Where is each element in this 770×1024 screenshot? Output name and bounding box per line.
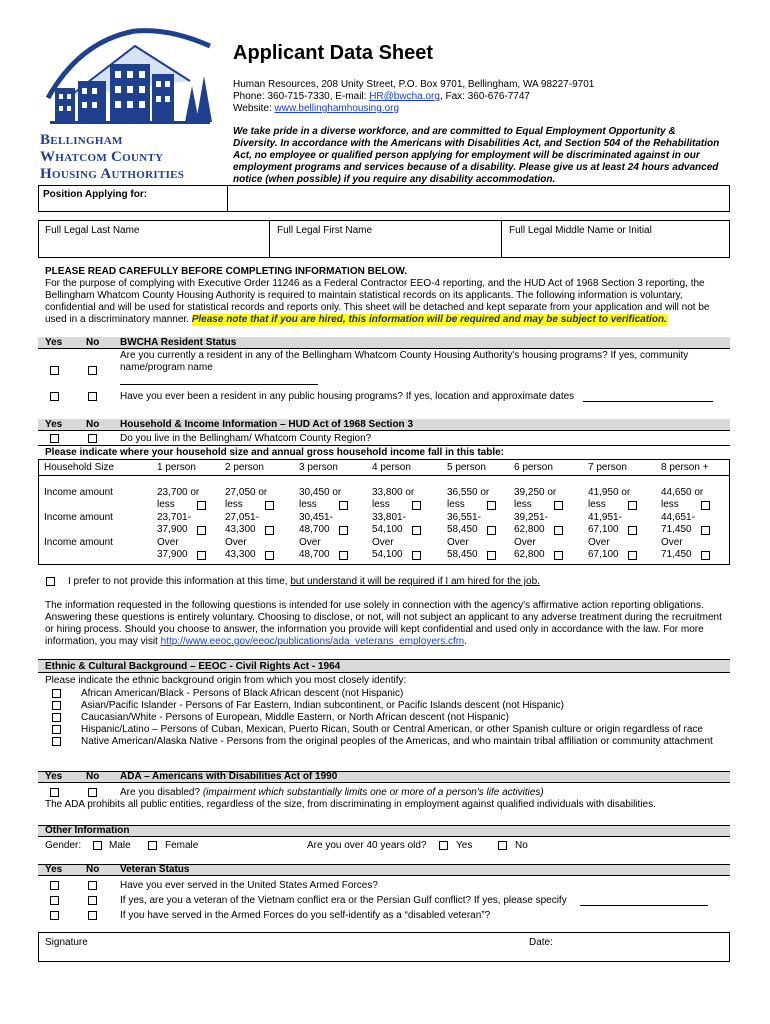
over40-yes-label: Yes bbox=[456, 840, 473, 851]
income-row2-size-4-checkbox[interactable] bbox=[412, 526, 421, 535]
income-row1-size-3-checkbox[interactable] bbox=[339, 501, 348, 510]
income-row3-size-2-checkbox[interactable] bbox=[265, 551, 274, 560]
eeo-statement: We take pride in a diverse workforce, and are committed to Equal Employment Opportunity & Diversity. In accordance with the Americans with Disabilities Act, and Section 504 of the Rehabilitation Act, no employee or qualified person applying for employment will be discriminated against in our employment programs and services because of a disability. Please give us at least 24 hours advanced notice (when possible) if you require any disability accommodation. bbox=[233, 126, 720, 185]
logo-line-1: Bellingham bbox=[40, 132, 123, 148]
income-row2-size-8 bbox=[661, 512, 695, 536]
household-size-label: Household Size bbox=[44, 462, 115, 473]
income-row2-size-4 bbox=[372, 512, 406, 536]
income-row1-size-6 bbox=[514, 487, 556, 511]
website-line bbox=[233, 103, 399, 114]
income-row2-line2: 54,100 bbox=[372, 524, 403, 535]
ethnic-option-3-label: Caucasian/White - Persons of European, Middle Eastern, or North African descent (not Hispanic) bbox=[81, 712, 509, 723]
housing-logo-icon bbox=[40, 26, 215, 126]
disabled-q-note: (impairment which substantially limits one or more of a person's life activities) bbox=[202, 787, 544, 798]
income-row1-line2: less bbox=[661, 499, 679, 510]
ethnic-option-5-checkbox[interactable] bbox=[52, 737, 61, 746]
income-row2-line2: 43,300 bbox=[225, 524, 256, 535]
region-no-checkbox[interactable] bbox=[88, 434, 97, 443]
income-row3-line2: 37,900 bbox=[157, 549, 188, 560]
ada-body: The ADA prohibits all public entities, regardless of the size, from discriminating in employment against qualified individuals with disabilities. bbox=[45, 799, 656, 810]
first-name-field[interactable]: Full Legal First Name bbox=[277, 225, 373, 236]
income-row1-line1: 41,950 or bbox=[588, 487, 631, 498]
income-row2-size-6-checkbox[interactable] bbox=[554, 526, 563, 535]
prefer-not-underlined: but understand it will be required if I am hired for the job. bbox=[290, 576, 540, 587]
resident-no-label: No bbox=[86, 337, 100, 348]
contact-line bbox=[233, 91, 530, 102]
ethnic-option-1-checkbox[interactable] bbox=[52, 689, 61, 698]
ethnic-option-2-checkbox[interactable] bbox=[52, 701, 61, 710]
income-row2-size-8-checkbox[interactable] bbox=[701, 526, 710, 535]
income-row1-size-5 bbox=[447, 487, 489, 511]
female-checkbox[interactable] bbox=[148, 841, 157, 850]
income-row3-line1: Over bbox=[372, 537, 394, 548]
resident-q2-yes-checkbox[interactable] bbox=[50, 392, 59, 401]
intro-heading: PLEASE READ CAREFULLY BEFORE COMPLETING INFORMATION BELOW. bbox=[45, 266, 408, 277]
income-row1-size-2-checkbox[interactable] bbox=[265, 501, 274, 510]
date-field[interactable]: Date: bbox=[529, 937, 553, 948]
income-row2-line2: 67,100 bbox=[588, 524, 619, 535]
vietnam-yes-checkbox[interactable] bbox=[50, 896, 59, 905]
address: Human Resources, 208 Unity Street, P.O. Box 9701, Bellingham, WA 98227-9701 bbox=[233, 79, 595, 90]
last-name-field[interactable]: Full Legal Last Name bbox=[45, 225, 140, 236]
income-row1-line1: 33,800 or bbox=[372, 487, 415, 498]
logo bbox=[40, 26, 215, 186]
size-7: 7 person bbox=[588, 462, 627, 473]
income-row1-line2: less bbox=[372, 499, 390, 510]
disabled-vet-question: If you have served in the Armed Forces do you self-identify as a “disabled veteran”? bbox=[120, 910, 491, 921]
intro-text: For the purpose of complying with Executive Order 11246 as a Federal Contractor EEO-4 reporting, and the HUD Act of 1968 Section 3 reporting, the Bellingham Whatcom County Housing Authority is required to maintain statistical records on its applicants. The following information is voluntary, confidential and will be used for statistical records and reports only. This sheet will be detached and kept separate from your application and will not be used in a discriminatory manner. bbox=[45, 278, 710, 325]
resident-q2-no-checkbox[interactable] bbox=[88, 392, 97, 401]
size-5: 5 person bbox=[447, 462, 486, 473]
income-instruction: Please indicate where your household size and annual gross household income fall in this table: bbox=[45, 447, 504, 458]
over40-no-checkbox[interactable] bbox=[498, 841, 507, 850]
income-row3-size-5-checkbox[interactable] bbox=[487, 551, 496, 560]
income-row1-size-6-checkbox[interactable] bbox=[554, 501, 563, 510]
ethnic-option-4-checkbox[interactable] bbox=[52, 725, 61, 734]
income-row3-line2: 43,300 bbox=[225, 549, 256, 560]
logo-line-3: Housing Authorities bbox=[40, 166, 185, 182]
income-row1-size-7 bbox=[588, 487, 630, 511]
prefer-not-label: I prefer to not provide this information at this time, bbox=[68, 576, 291, 587]
income-row3-line1: Over bbox=[447, 537, 469, 548]
income-row2-line2: 48,700 bbox=[299, 524, 330, 535]
income-row1-line2: less bbox=[514, 499, 532, 510]
income-row3-size-5 bbox=[447, 537, 478, 561]
resident-q1: Are you currently a resident in any of the Bellingham Whatcom County Housing Authority's housing programs? If yes, community name/program name bbox=[120, 350, 689, 373]
income-row1-line1: 23,700 or bbox=[157, 487, 200, 498]
income-row2-line1: 41,951- bbox=[588, 512, 622, 523]
resident-q1-answer-line[interactable] bbox=[120, 384, 318, 385]
signature-row bbox=[38, 932, 730, 962]
size-1: 1 person bbox=[157, 462, 196, 473]
income-row3-size-3 bbox=[299, 537, 330, 561]
income-row2-line2: 58,450 bbox=[447, 524, 478, 535]
income-row2-size-3-checkbox[interactable] bbox=[339, 526, 348, 535]
income-row1-line2: less bbox=[588, 499, 606, 510]
income-row3-line2: 48,700 bbox=[299, 549, 330, 560]
ethnic-instruction: Please indicate the ethnic background origin from which you most closely identify: bbox=[45, 675, 407, 686]
income-row3-size-6 bbox=[514, 537, 545, 561]
gender-label: Gender: bbox=[45, 840, 82, 851]
prefer-not-checkbox[interactable] bbox=[46, 577, 55, 586]
voluntary-end: . bbox=[464, 636, 467, 647]
income-row3-size-1 bbox=[157, 537, 188, 561]
ethnic-option-4-label: Hispanic/Latino – Persons of Cuban, Mexican, Puerto Rican, South or Central American, or other Spanish culture or origin regardless of race bbox=[81, 724, 703, 735]
region-question: Do you live in the Bellingham/ Whatcom County Region? bbox=[120, 433, 372, 444]
ada-no-label: No bbox=[86, 771, 100, 782]
male-checkbox[interactable] bbox=[93, 841, 102, 850]
income-row3-line2: 71,450 bbox=[661, 549, 692, 560]
income-row3-size-8 bbox=[661, 537, 692, 561]
phone: Phone: 360-715-7330, E-mail: bbox=[233, 91, 370, 102]
ethnic-option-2-label: Asian/Pacific Islander - Persons of Far Eastern, Indian subcontinent, or Pacific Islands descent (not Hispanic) bbox=[81, 700, 565, 711]
income-row1-line1: 27,050 or bbox=[225, 487, 268, 498]
voluntary-body: The information requested in the following questions is intended for use solely in connection with the agency's affirmative action reporting obligations. Answering these questions is entirely voluntary. Choosing to disclose, or not, will not subject an applicant to any adverse treatment during the recruitment or hiring process. Should you choose to answer, the information you provide will kept confidential and used only in accordance with the law. For more information, you may visit bbox=[45, 600, 722, 647]
income-row3-line2: 54,100 bbox=[372, 549, 403, 560]
income-amount-label-1: Income amount bbox=[44, 487, 113, 498]
income-row2-size-3 bbox=[299, 512, 333, 536]
ethnic-option-1-label: African American/Black - Persons of Black African descent (not Hispanic) bbox=[81, 688, 404, 699]
vietnam-no-checkbox[interactable] bbox=[88, 896, 97, 905]
income-row3-size-8-checkbox[interactable] bbox=[701, 551, 710, 560]
middle-name-field[interactable]: Full Legal Middle Name or Initial bbox=[509, 225, 652, 236]
income-row1-size-4-checkbox[interactable] bbox=[412, 501, 421, 510]
website-label: Website: bbox=[233, 103, 275, 114]
income-row2-size-5 bbox=[447, 512, 481, 536]
prefer-not-text bbox=[68, 576, 540, 587]
income-row2-line1: 30,451- bbox=[299, 512, 333, 523]
income-row2-line1: 23,701- bbox=[157, 512, 191, 523]
income-row1-line2: less bbox=[225, 499, 243, 510]
income-row2-size-2 bbox=[225, 512, 259, 536]
email-link[interactable]: HR@bwcha.org bbox=[369, 91, 440, 102]
veteran-heading: Veteran Status bbox=[120, 864, 190, 875]
eeoc-link[interactable]: http://www.eeoc.gov/eeoc/publications/ada_veterans_employers.cfm bbox=[160, 636, 465, 647]
income-row2-line1: 27,051- bbox=[225, 512, 259, 523]
name-row bbox=[38, 220, 730, 258]
income-table bbox=[38, 459, 730, 565]
income-row3-size-6-checkbox[interactable] bbox=[554, 551, 563, 560]
ada-heading: ADA – Americans with Disabilities Act of 1990 bbox=[120, 771, 338, 782]
position-label: Position Applying for: bbox=[43, 189, 148, 200]
disabled-question bbox=[120, 787, 544, 798]
income-row2-line1: 39,251- bbox=[514, 512, 548, 523]
income-row3-line2: 58,450 bbox=[447, 549, 478, 560]
position-input[interactable] bbox=[229, 187, 727, 211]
income-yes-label: Yes bbox=[45, 419, 63, 430]
disabled-yes-checkbox[interactable] bbox=[50, 788, 59, 797]
income-row2-line1: 44,651- bbox=[661, 512, 695, 523]
income-row1-line2: less bbox=[299, 499, 317, 510]
income-row2-line1: 36,551- bbox=[447, 512, 481, 523]
served-yes-checkbox[interactable] bbox=[50, 881, 59, 890]
income-row2-size-6 bbox=[514, 512, 548, 536]
income-row2-line2: 37,900 bbox=[157, 524, 188, 535]
size-2: 2 person bbox=[225, 462, 264, 473]
resident-q2: Have you ever been a resident in any public housing programs? If yes, location and approximate dates bbox=[120, 391, 575, 402]
income-row3-line1: Over bbox=[661, 537, 683, 548]
other-heading: Other Information bbox=[45, 825, 130, 836]
income-row2-size-1-checkbox[interactable] bbox=[197, 526, 206, 535]
size-3: 3 person bbox=[299, 462, 338, 473]
income-row1-size-4 bbox=[372, 487, 414, 511]
income-row1-size-8-checkbox[interactable] bbox=[701, 501, 710, 510]
income-row3-size-4-checkbox[interactable] bbox=[412, 551, 421, 560]
income-row3-line2: 62,800 bbox=[514, 549, 545, 560]
income-row3-line1: Over bbox=[299, 537, 321, 548]
resident-yes-label: Yes bbox=[45, 337, 63, 348]
income-row1-line1: 44,650 or bbox=[661, 487, 704, 498]
income-row2-size-5-checkbox[interactable] bbox=[487, 526, 496, 535]
income-row3-line1: Over bbox=[588, 537, 610, 548]
income-row3-line1: Over bbox=[514, 537, 536, 548]
served-question: Have you ever served in the United States Armed Forces? bbox=[120, 880, 378, 891]
income-row1-size-7-checkbox[interactable] bbox=[628, 501, 637, 510]
income-row1-line1: 39,250 or bbox=[514, 487, 557, 498]
income-no-label: No bbox=[86, 419, 100, 430]
disabled-q-text: Are you disabled? bbox=[120, 787, 203, 798]
income-row3-size-4 bbox=[372, 537, 403, 561]
resident-heading: BWCHA Resident Status bbox=[120, 337, 237, 348]
income-amount-label-2: Income amount bbox=[44, 512, 113, 523]
signature-field[interactable]: Signature bbox=[45, 937, 88, 948]
income-amount-label-3: Income amount bbox=[44, 537, 113, 548]
income-row3-size-7-checkbox[interactable] bbox=[628, 551, 637, 560]
intro-highlight: Please note that if you are hired, this information will be required and may be subject to verification. bbox=[191, 314, 667, 325]
fax: , Fax: 360-676-7747 bbox=[439, 91, 530, 102]
ethnic-option-3-checkbox[interactable] bbox=[52, 713, 61, 722]
position-row bbox=[38, 185, 730, 212]
male-label: Male bbox=[109, 840, 131, 851]
income-row2-line1: 33,801- bbox=[372, 512, 406, 523]
income-row2-line2: 62,800 bbox=[514, 524, 545, 535]
page-title: Applicant Data Sheet bbox=[233, 42, 434, 64]
over40-no-label: No bbox=[515, 840, 528, 851]
resident-q2-answer-line[interactable] bbox=[583, 401, 713, 402]
income-row1-line1: 30,450 or bbox=[299, 487, 342, 498]
income-row3-line2: 67,100 bbox=[588, 549, 619, 560]
disabled-vet-yes-checkbox[interactable] bbox=[50, 911, 59, 920]
income-row1-size-3 bbox=[299, 487, 341, 511]
income-row2-size-2-checkbox[interactable] bbox=[265, 526, 274, 535]
size-4: 4 person bbox=[372, 462, 411, 473]
income-row2-line2: 71,450 bbox=[661, 524, 692, 535]
served-no-checkbox[interactable] bbox=[88, 881, 97, 890]
intro-body bbox=[45, 278, 725, 326]
age-question: Are you over 40 years old? bbox=[307, 840, 427, 851]
other-header-bar bbox=[38, 825, 730, 836]
vietnam-question: If yes, are you a veteran of the Vietnam conflict era or the Persian Gulf conflict? If yes, please specify bbox=[120, 895, 567, 906]
income-row3-line1: Over bbox=[157, 537, 179, 548]
disabled-no-checkbox[interactable] bbox=[88, 788, 97, 797]
disabled-vet-no-checkbox[interactable] bbox=[88, 911, 97, 920]
income-row1-size-1-checkbox[interactable] bbox=[197, 501, 206, 510]
ethnic-heading: Ethnic & Cultural Background – EEOC - Civil Rights Act - 1964 bbox=[45, 661, 341, 672]
veteran-yes-label: Yes bbox=[45, 864, 63, 875]
region-yes-checkbox[interactable] bbox=[50, 434, 59, 443]
veteran-no-label: No bbox=[86, 864, 100, 875]
income-heading: Household & Income Information – HUD Act of 1968 Section 3 bbox=[120, 419, 414, 430]
income-row2-size-7 bbox=[588, 512, 622, 536]
income-row1-line2: less bbox=[157, 499, 175, 510]
income-row3-size-3-checkbox[interactable] bbox=[339, 551, 348, 560]
income-row2-size-7-checkbox[interactable] bbox=[628, 526, 637, 535]
vietnam-specify-line[interactable] bbox=[580, 905, 708, 906]
income-row2-size-1 bbox=[157, 512, 191, 536]
income-row3-size-7 bbox=[588, 537, 619, 561]
income-row1-size-1 bbox=[157, 487, 199, 511]
size-8: 8 person + bbox=[661, 462, 709, 473]
income-row1-size-8 bbox=[661, 487, 703, 511]
resident-q1-no-checkbox[interactable] bbox=[88, 366, 97, 375]
logo-line-2: Whatcom County bbox=[40, 149, 164, 165]
ethnic-option-5-label: Native American/Alaska Native - Persons from the original peoples of the Americas, and who maintain tribal affiliation or community attachment bbox=[81, 736, 713, 747]
income-row3-size-1-checkbox[interactable] bbox=[197, 551, 206, 560]
income-row3-size-2 bbox=[225, 537, 256, 561]
female-label: Female bbox=[165, 840, 199, 851]
over40-yes-checkbox[interactable] bbox=[439, 841, 448, 850]
income-row1-line1: 36,550 or bbox=[447, 487, 490, 498]
ada-yes-label: Yes bbox=[45, 771, 63, 782]
income-row1-line2: less bbox=[447, 499, 465, 510]
voluntary-text bbox=[45, 600, 725, 648]
income-row3-line1: Over bbox=[225, 537, 247, 548]
website-link[interactable]: www.bellinghamhousing.org bbox=[274, 103, 400, 114]
income-row1-size-2 bbox=[225, 487, 267, 511]
income-row1-size-5-checkbox[interactable] bbox=[487, 501, 496, 510]
size-6: 6 person bbox=[514, 462, 553, 473]
resident-q1-yes-checkbox[interactable] bbox=[50, 366, 59, 375]
